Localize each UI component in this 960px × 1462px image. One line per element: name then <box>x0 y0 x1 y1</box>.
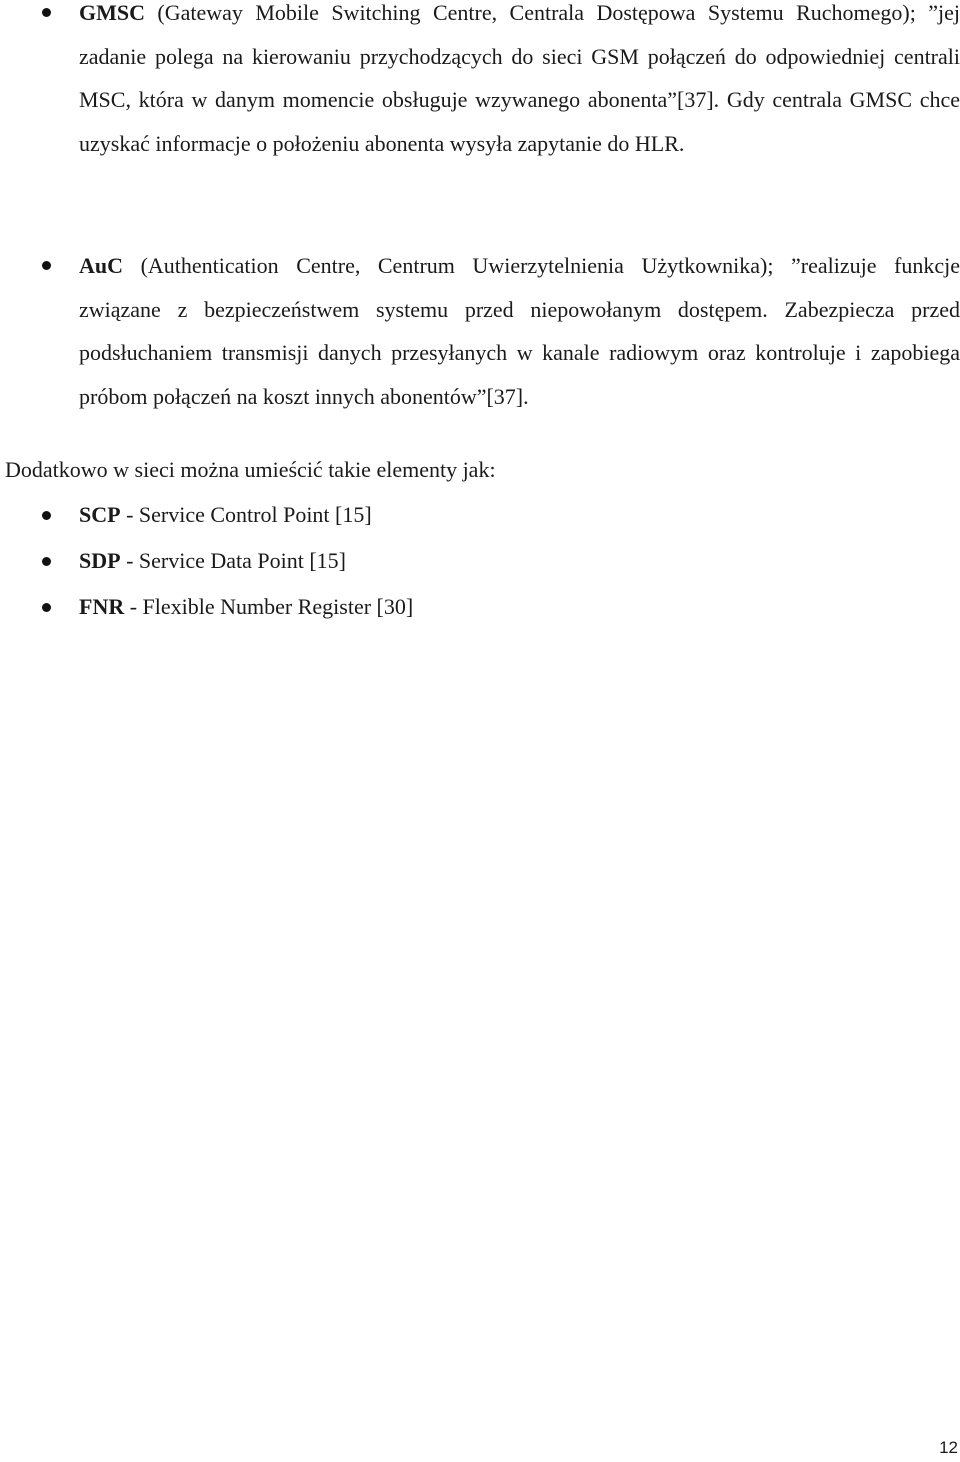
auc-paragraph <box>79 244 960 418</box>
term-fnr: FNR <box>79 594 125 619</box>
scp-description: - Service Control Point [15] <box>120 502 372 527</box>
bullet-icon <box>42 603 51 612</box>
fnr-description: - Flexible Number Register [30] <box>124 594 414 619</box>
bullet-icon <box>42 511 51 520</box>
term-auc: AuC <box>79 253 124 278</box>
term-scp: SCP <box>79 502 121 527</box>
bullet-icon <box>42 8 51 17</box>
gmsc-description: (Gateway Mobile Switching Centre, Centrala Dostępowa Systemu Ruchomego); ”jej zadanie polega na kierowaniu przychodzących do sieci GSM połączeń do odpowiedniej centrali MSC, która w danym momencie obsługuje wzywanego abonenta”[37]. Gdy centrala GMSC chce uzyskać informacje o położeniu abonenta wysyła zapytanie do HLR. <box>79 0 960 156</box>
bullet-icon <box>42 261 51 270</box>
intro-paragraph: Dodatkowo w sieci można umieścić takie elementy jak: <box>5 457 496 482</box>
auc-description: (Authentication Centre, Centrum Uwierzytelnienia Użytkownika); ”realizuje funkcje związane z bezpieczeństwem systemu przed niepowołanym dostępem. Zabezpiecza przed podsłuchaniem transmisji danych przesyłanych w kanale radiowym oraz kontroluje i zapobiega próbom połączeń na koszt innych abonentów”[37]. <box>79 253 960 409</box>
page-number: 12 <box>939 1438 958 1457</box>
term-sdp: SDP <box>79 548 121 573</box>
term-gmsc: GMSC <box>79 0 145 25</box>
sdp-description: - Service Data Point [15] <box>120 548 346 573</box>
bullet-icon <box>42 557 51 566</box>
gmsc-paragraph <box>79 0 960 165</box>
